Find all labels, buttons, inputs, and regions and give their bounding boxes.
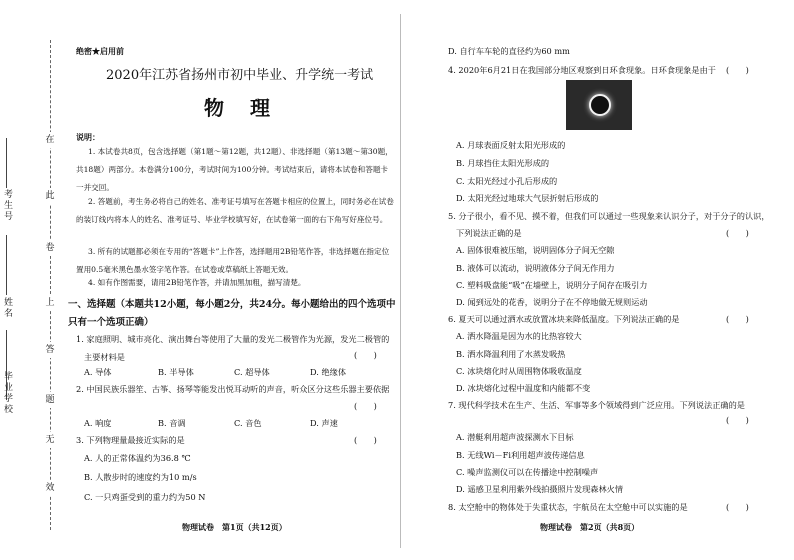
margin-mark: 题 xyxy=(42,392,58,408)
school-label: 毕业学校 xyxy=(4,372,14,415)
option: A. 导体 xyxy=(84,367,112,377)
question-2: 2. 中国民族乐器笙、古筝、扬琴等能发出悦耳动听的声音，听众区分这些乐器主要依据 xyxy=(76,384,390,394)
option: D. 闻到远处的花香，说明分子在不停地做无规则运动 xyxy=(456,297,648,307)
name-label: 姓名 xyxy=(4,298,14,319)
confidential-mark: 绝密★启用前 xyxy=(76,46,124,56)
page-footer: 物理试卷 第2页（共8页） xyxy=(540,522,640,532)
question-3-option-d: D. 自行车车轮的直径约为60 mm xyxy=(448,46,570,56)
fill-line xyxy=(6,138,7,188)
option: A. 响度 xyxy=(84,418,112,428)
option: C. 冰块熔化时从周围物体吸收温度 xyxy=(456,366,582,376)
section-heading: 一、选择题（本题共12小题，每小题2分，共24分。每小题给出的四个选项中只有一个选项正确） xyxy=(68,299,396,328)
page-footer: 物理试卷 第1页（共12页） xyxy=(182,522,287,532)
answer-blank: ( ) xyxy=(354,350,377,360)
answer-blank: ( ) xyxy=(354,401,377,411)
instruction-item: 1. 本试卷共8页，包含选择题（第1题～第12题，共12题）、非选择题（第13题～第30题，共18题）两部分。本卷满分100分，考试时间为100分钟。考试结束后，请将本试卷和答题卡一并交回。 xyxy=(76,147,393,192)
question-8: 8. 太空舱中的物体处于失重状态，宇航员在太空舱中可以实施的是 xyxy=(448,502,688,512)
question-5-cont: 下列说法正确的是 xyxy=(456,228,522,238)
option: C. 超导体 xyxy=(234,367,270,377)
answer-blank: ( ) xyxy=(726,502,749,512)
instruction-item: 3. 所有的试题都必须在专用的“答题卡”上作答，选择题用2B铅笔作答，非选择题在指定位置用0.5毫米黑色墨水签字笔作答。在试卷或草稿纸上答题无效。 xyxy=(76,247,390,274)
option: C. 塑料吸盘能“吸”在墙壁上，说明分子间存在吸引力 xyxy=(456,280,648,290)
margin-mark: 在 xyxy=(42,132,58,148)
question-5: 5. 分子很小，看不见、摸不着，但我们可以通过一些现象来认识分子，对于分子的认识， xyxy=(448,211,770,221)
question-3: 3. 下列物理量最接近实际的是 xyxy=(76,435,185,445)
instruction-item: 4. 如有作图需要，请用2B铅笔作答，并请加黑加粗，描写清楚。 xyxy=(88,278,306,287)
binding-line xyxy=(50,40,51,530)
option: B. 洒水降温利用了水蒸发吸热 xyxy=(456,349,566,359)
margin-mark: 无 xyxy=(42,432,58,448)
question-1-cont: 主要材料是 xyxy=(84,352,125,362)
option: B. 液体可以流动，说明液体分子间无作用力 xyxy=(456,263,615,273)
option: D. 遥感卫星利用紫外线拍摄照片发现森林火情 xyxy=(456,484,624,494)
option: B. 无线Wi－Fi利用超声波传递信息 xyxy=(456,450,585,460)
option: A. 月球表面反射太阳光形成的 xyxy=(456,140,566,150)
option: A. 洒水降温是因为水的比热容较大 xyxy=(456,331,582,341)
student-number-label: 考生号 xyxy=(4,190,14,222)
option: A. 潜艇利用超声波探测水下目标 xyxy=(456,432,574,442)
page-divider xyxy=(400,14,401,548)
instructions-heading: 说明： xyxy=(76,132,100,142)
option: D. 太阳光经过地球大气层折射后形成的 xyxy=(456,193,599,203)
option: B. 人散步时的速度约为10 m/s xyxy=(84,472,197,482)
margin-mark: 上 xyxy=(42,295,58,311)
question-7: 7. 现代科学技术在生产、生活、军事等多个领域得到广泛应用。下列说法正确的是 xyxy=(448,400,745,410)
option: C. 音色 xyxy=(234,418,262,428)
exam-title: 2020年江苏省扬州市初中毕业、升学统一考试 xyxy=(106,68,374,83)
option: C. 一只鸡蛋受到的重力约为50 N xyxy=(84,492,206,502)
answer-blank: ( ) xyxy=(726,65,749,75)
fill-line xyxy=(6,235,7,295)
option: C. 噪声监测仪可以在传播途中控制噪声 xyxy=(456,467,599,477)
option: C. 太阳光经过小孔后形成的 xyxy=(456,176,558,186)
subject-title: 物理 xyxy=(204,96,296,120)
option: D. 绝缘体 xyxy=(310,367,347,377)
option: D. 声速 xyxy=(310,418,338,428)
answer-blank: ( ) xyxy=(726,415,749,425)
option: D. 冰块熔化过程中温度和内能都不变 xyxy=(456,383,591,393)
answer-blank: ( ) xyxy=(726,228,749,238)
option: A. 固体很难被压缩，说明固体分子间无空隙 xyxy=(456,245,615,255)
question-1: 1. 家庭照明、城市亮化、演出舞台等使用了大量的发光二极管作为光源，发光二极管的 xyxy=(76,334,390,344)
option: B. 月球挡住太阳光形成的 xyxy=(456,158,550,168)
option: B. 音调 xyxy=(158,418,186,428)
eclipse-ring xyxy=(589,94,611,116)
question-4: 4. 2020年6月21日在我国部分地区观察到日环食现象。日环食现象是由于 xyxy=(448,65,716,75)
question-6: 6. 夏天可以通过洒水或放置冰块来降低温度。下列说法正确的是 xyxy=(448,314,680,324)
margin-mark: 此 xyxy=(42,188,58,204)
answer-blank: ( ) xyxy=(354,435,377,445)
annular-eclipse-photo xyxy=(566,80,632,130)
margin-mark: 效 xyxy=(42,480,58,496)
answer-blank: ( ) xyxy=(726,314,749,324)
margin-mark: 答 xyxy=(42,342,58,358)
option: B. 半导体 xyxy=(158,367,194,377)
option: A. 人的正常体温约为36.8 ℃ xyxy=(84,453,191,463)
margin-mark: 卷 xyxy=(42,240,58,256)
instruction-item: 2. 答题前，考生务必将自己的姓名、准考证号填写在答题卡相应的位置上，同时务必在试卷的装订线内将本人的姓名、准考证号、毕业学校填写好，在试卷第一面的右下角写好座位号。 xyxy=(76,197,394,224)
